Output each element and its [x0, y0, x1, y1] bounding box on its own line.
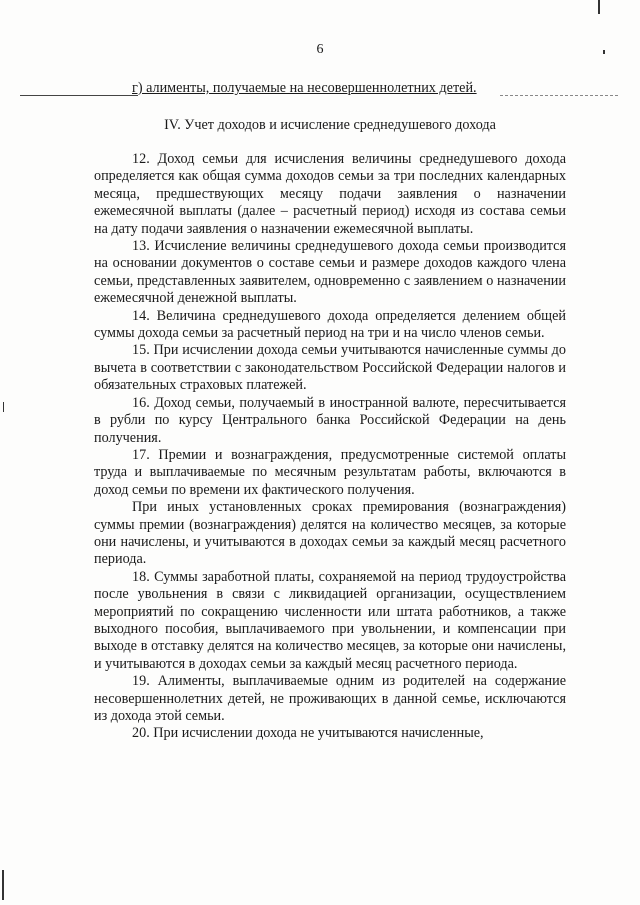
body-text — [94, 151, 566, 743]
scan-mark-left-margin — [3, 402, 4, 412]
top-item-line — [20, 80, 630, 98]
paragraph-18: 18. Суммы заработной платы, сохраняемой на период трудоустройства после увольнения в связи с ликвидацией организации, осуществлением мероприятий по сокращению численности или штата работников, а также выходного пособия, выплачиваемого при увольнении, и компенсации при выходе в отставку делятся на количество месяцев, за которые они начислены, и учитываются в доходах семьи за каждый месяц расчетного периода. — [94, 568, 566, 672]
section-heading: IV. Учет доходов и исчисление среднедушевого дохода — [164, 117, 496, 133]
scan-mark-top-right — [603, 50, 605, 54]
paragraph-16: 16. Доход семьи, получаемый в иностранной валюте, пересчитывается в рубли по курсу Центрального банка Российской Федерации на день получения. — [94, 394, 566, 446]
paragraph-20: 20. При исчислении дохода не учитываются начисленные, — [132, 725, 484, 742]
paragraph-15: 15. При исчислении дохода семьи учитываются начисленные суммы до вычета в соответствии с законодательством Российской Федерации налогов и обязательных страховых платежей. — [94, 342, 566, 394]
paragraph-13: 13. Исчисление величины среднедушевого дохода семьи производится на основании документов о составе семьи и размере доходов каждого члена семьи, представленных заявителем, одновременно с заявлением о назначении ежемесячной денежной выплаты. — [94, 238, 566, 307]
page-number: 6 — [316, 42, 324, 57]
paragraph-19: 19. Алименты, выплачиваемые одним из родителей на содержание несовершеннолетних детей, не проживающих в данной семье, исключаются из дохода этой семьи. — [94, 673, 566, 724]
scan-mark-left-bottom — [2, 870, 4, 900]
scan-mark-top-right-corner — [598, 0, 600, 14]
top-item-dash-left — [20, 95, 138, 96]
paragraph-14: 14. Величина среднедушевого дохода определяется делением общей суммы дохода семьи за расчетный период на три и на число членов семьи. — [94, 307, 566, 342]
top-item-dash-right — [500, 95, 618, 96]
paragraph-17-continued: При иных установленных сроках премирования (вознаграждения) суммы премии (вознаграждения) делятся на количество месяцев, за которые они начислены, и учитываются в доходах семьи за каждый месяц расчетного периода. — [94, 499, 566, 568]
paragraph-17: 17. Премии и вознаграждения, предусмотренные системой оплаты труда и выплачиваемые по месячным результатам работы, включаются в доход семьи по времени их фактического получения. — [94, 446, 566, 498]
top-item-text: г) алименты, получаемые на несовершеннолетних детей. — [132, 80, 477, 96]
paragraph-12: 12. Доход семьи для исчисления величины среднедушевого дохода определяется как общая сумма доходов семьи за три последних календарных месяца, предшествующих месяцу подачи заявления о назначении ежемесячной выплаты (далее – расчетный период) исходя из состава семьи на дату подачи заявления о назначении ежемесячной выплаты. — [94, 151, 566, 237]
